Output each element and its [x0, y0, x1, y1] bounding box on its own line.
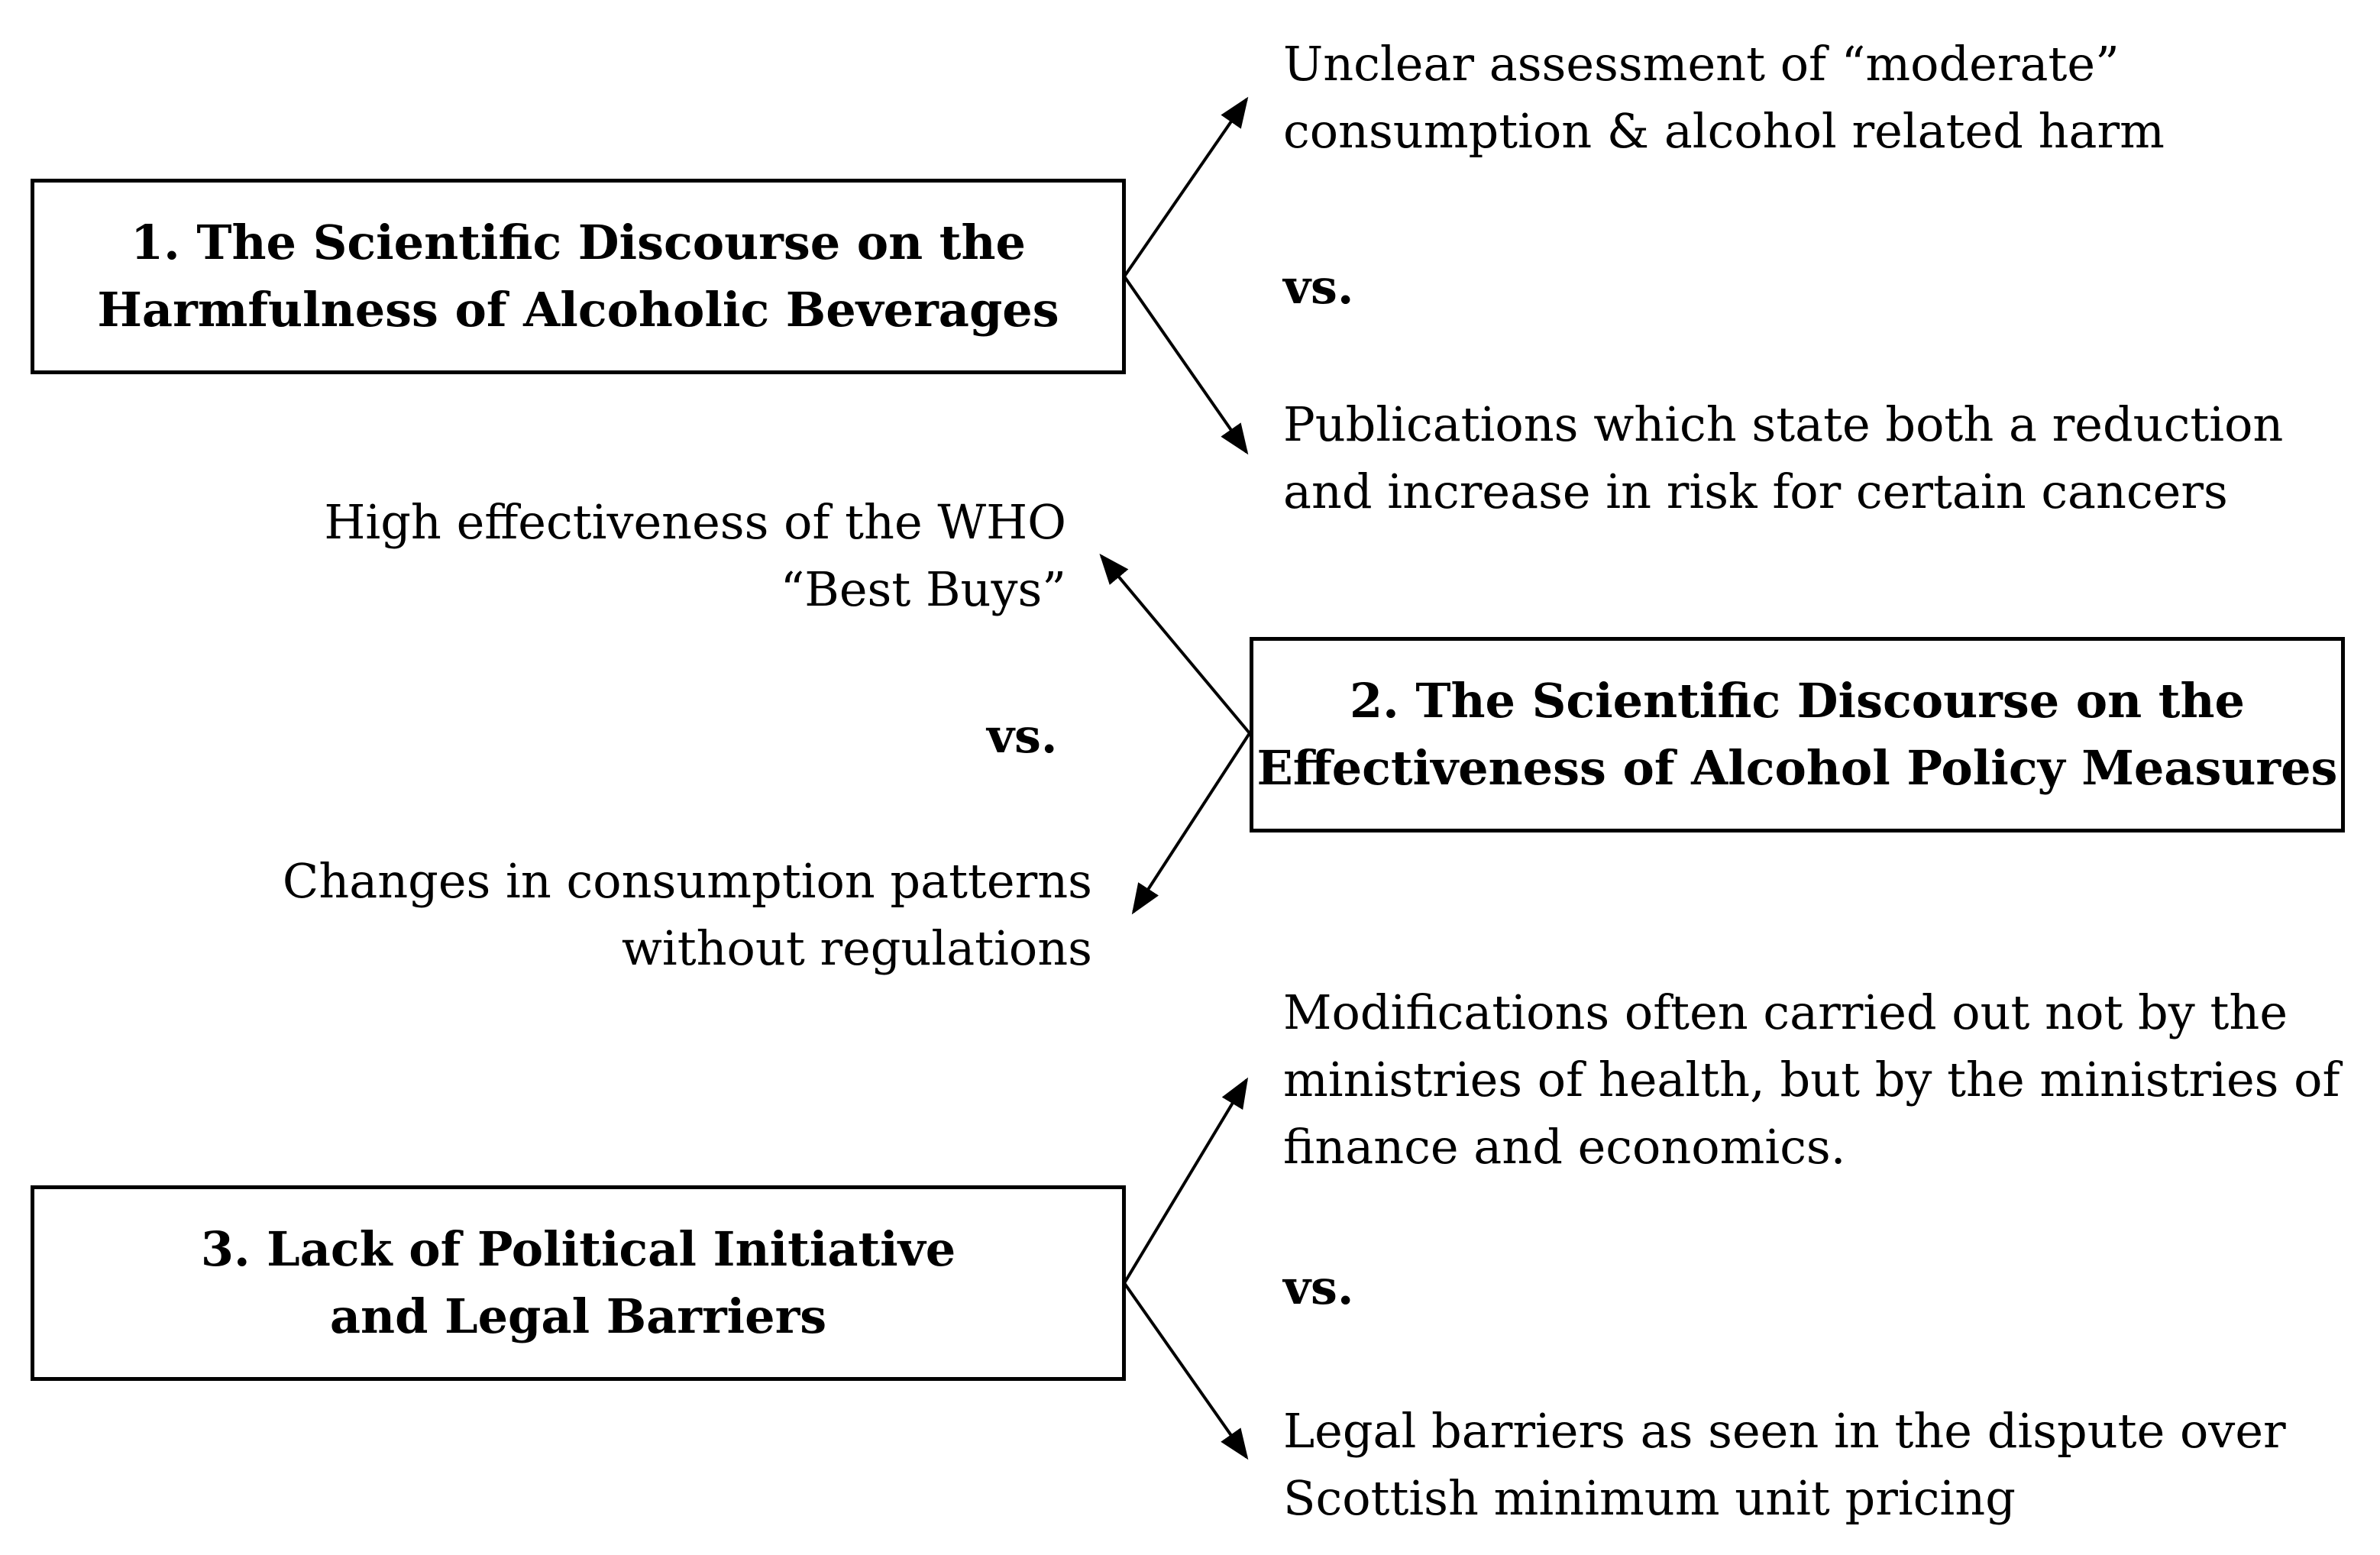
statement-line: Modifications often carried out not by the	[1283, 984, 2288, 1040]
statement-consumption-pattern-changes	[283, 848, 1092, 982]
statement-line: finance and economics.	[1283, 1119, 1846, 1175]
statement-publications-cancer-risk	[1283, 391, 2283, 525]
vs-label: vs.	[987, 708, 1058, 764]
box-title-line: 2. The Scientific Discourse on the	[1350, 673, 2245, 729]
arrow-box2-to-best-buys	[1101, 556, 1250, 733]
statement-unclear-assessment	[1283, 31, 2165, 165]
box-policy-effectiveness-discourse	[1250, 637, 2345, 832]
statement-line: ministries of health, but by the ministries of	[1283, 1052, 2340, 1107]
arrow-box1-to-unclear-assessment	[1124, 99, 1247, 276]
vs-label: vs.	[1283, 1259, 1354, 1315]
arrow-box3-to-legal-barriers	[1124, 1283, 1247, 1457]
statement-line: Publications which state both a reduction	[1283, 396, 2284, 452]
statement-ministry-modifications	[1283, 979, 2340, 1181]
box-title-line: Effectiveness of Alcohol Policy Measures	[1256, 740, 2338, 796]
statement-line: Changes in consumption patterns	[282, 853, 1092, 909]
arrow-box2-to-consumption-changes	[1133, 733, 1250, 912]
statement-line: Scottish minimum unit pricing	[1283, 1470, 2016, 1526]
arrow-box1-to-publications	[1124, 276, 1247, 452]
statement-line: Legal barriers as seen in the dispute over	[1283, 1403, 2286, 1459]
arrow-box3-to-modifications	[1124, 1080, 1247, 1283]
box-title-line: 3. Lack of Political Initiative	[200, 1221, 956, 1277]
box-harmfulness-discourse	[31, 179, 1126, 374]
statement-legal-barriers-scotland	[1283, 1398, 2286, 1532]
vs-label: vs.	[1283, 259, 1354, 315]
statement-line: Unclear assessment of “moderate”	[1283, 36, 2120, 92]
statement-line: without regulations	[621, 920, 1092, 976]
statement-line: High effectiveness of the WHO	[324, 494, 1066, 550]
box-political-legal-barriers	[31, 1185, 1126, 1381]
statement-line: and increase in risk for certain cancers	[1283, 464, 2228, 519]
box-title-line: Harmfulness of Alcoholic Beverages	[97, 282, 1059, 338]
box-title-line: and Legal Barriers	[329, 1288, 827, 1344]
statement-line: consumption & alcohol related harm	[1283, 103, 2165, 159]
box-title-line: 1. The Scientific Discourse on the	[131, 215, 1026, 270]
statement-line: “Best Buys”	[780, 561, 1066, 617]
statement-who-best-buys	[324, 489, 1066, 623]
